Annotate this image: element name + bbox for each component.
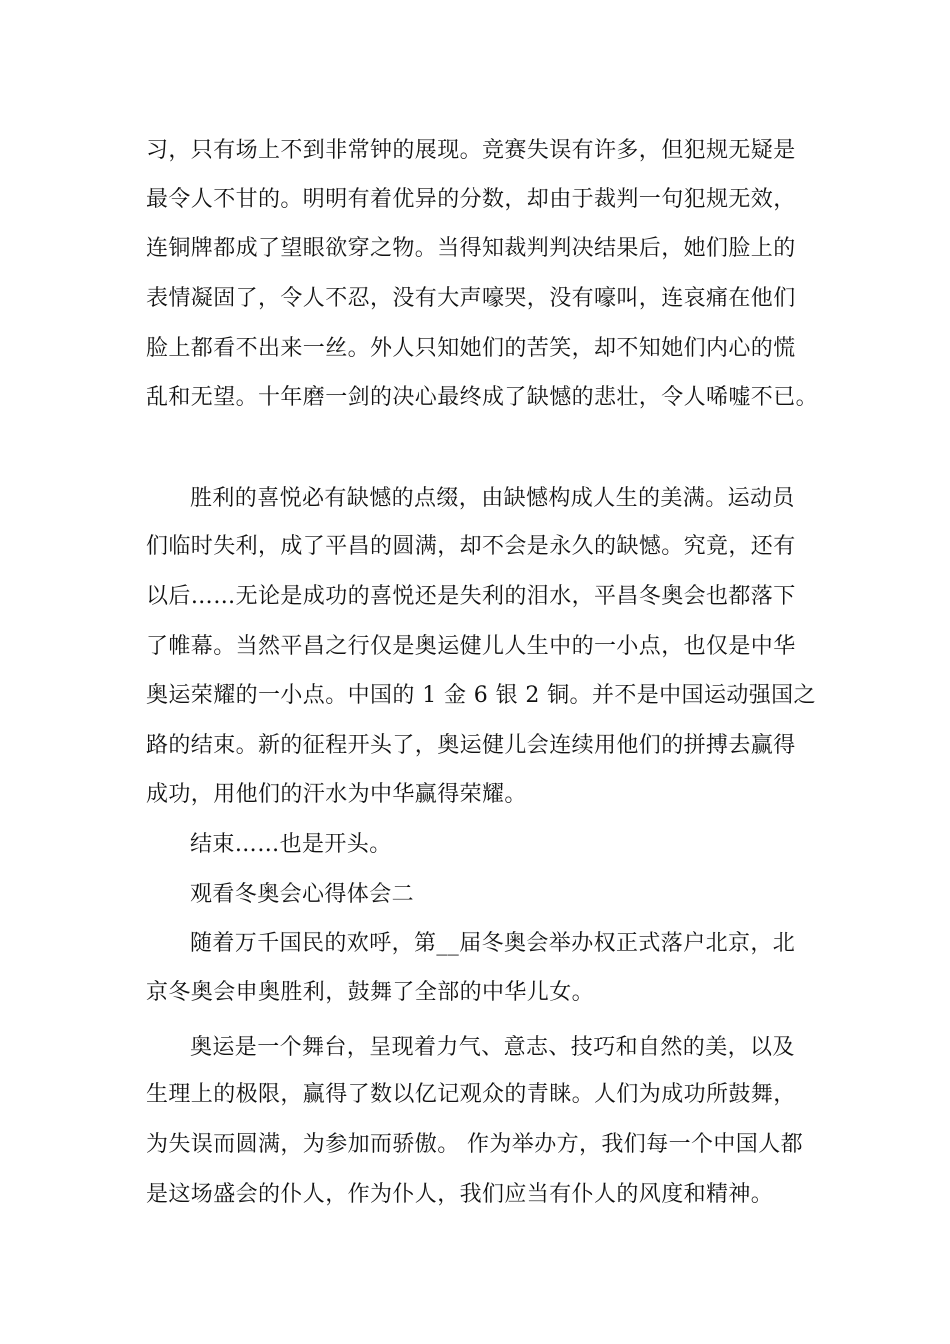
paragraph-line: 了帷幕。当然平昌之行仅是奥运健儿人生中的一小点，也仅是中华 <box>146 634 796 659</box>
paragraph-line: 表情凝固了，令人不忍，没有大声嚎哭，没有嚎叫，连哀痛在他们 <box>146 286 796 311</box>
paragraph-line: 以后……无论是成功的喜悦还是失利的泪水，平昌冬奥会也都落下 <box>146 584 796 609</box>
paragraph-line: 最令人不甘的。明明有着优异的分数，却由于裁判一句犯规无效， <box>146 187 796 212</box>
paragraph-line: 连铜牌都成了望眼欲穿之物。当得知裁判判决结果后，她们脸上的 <box>146 236 796 261</box>
paragraph-line: 路的结束。新的征程开头了，奥运健儿会连续用他们的拼搏去赢得 <box>146 733 796 758</box>
paragraph-line: 奥运荣耀的一小点。中国的 1 金 6 银 2 铜。并不是中国运动强国之 <box>146 683 816 708</box>
paragraph-line: 结束……也是开头。 <box>190 832 392 857</box>
paragraph-line: 们临时失利，成了平昌的圆满，却不会是永久的缺憾。究竟，还有 <box>146 534 796 559</box>
paragraph-line: 成功，用他们的汗水为中华赢得荣耀。 <box>146 782 527 807</box>
paragraph-line: 乱和无望。十年磨一剑的决心最终成了缺憾的悲壮，令人唏嘘不已。 <box>146 385 819 410</box>
paragraph-line: 是这场盛会的仆人，作为仆人，我们应当有仆人的风度和精神。 <box>146 1182 774 1207</box>
paragraph-line: 随着万千国民的欢呼，第__届冬奥会举办权正式落户北京，北 <box>190 931 796 956</box>
section-heading: 观看冬奥会心得体会二 <box>190 882 415 907</box>
paragraph-line: 奥运是一个舞台，呈现着力气、意志、技巧和自然的美，以及 <box>190 1035 795 1060</box>
paragraph-line: 胜利的喜悦必有缺憾的点缀，由缺憾构成人生的美满。运动员 <box>190 486 795 511</box>
paragraph-line: 习，只有场上不到非常钟的展现。竞赛失误有许多，但犯规无疑是 <box>146 138 796 163</box>
paragraph-line: 为失误而圆满，为参加而骄傲。 作为举办方，我们每一个中国人都 <box>146 1132 803 1157</box>
paragraph-line: 京冬奥会申奥胜利，鼓舞了全部的中华儿女。 <box>146 980 595 1005</box>
paragraph-line: 生理上的极限，赢得了数以亿记观众的青睐。人们为成功所鼓舞， <box>146 1082 796 1107</box>
paragraph-line: 脸上都看不出来一丝。外人只知她们的苦笑，却不知她们内心的慌 <box>146 336 796 361</box>
